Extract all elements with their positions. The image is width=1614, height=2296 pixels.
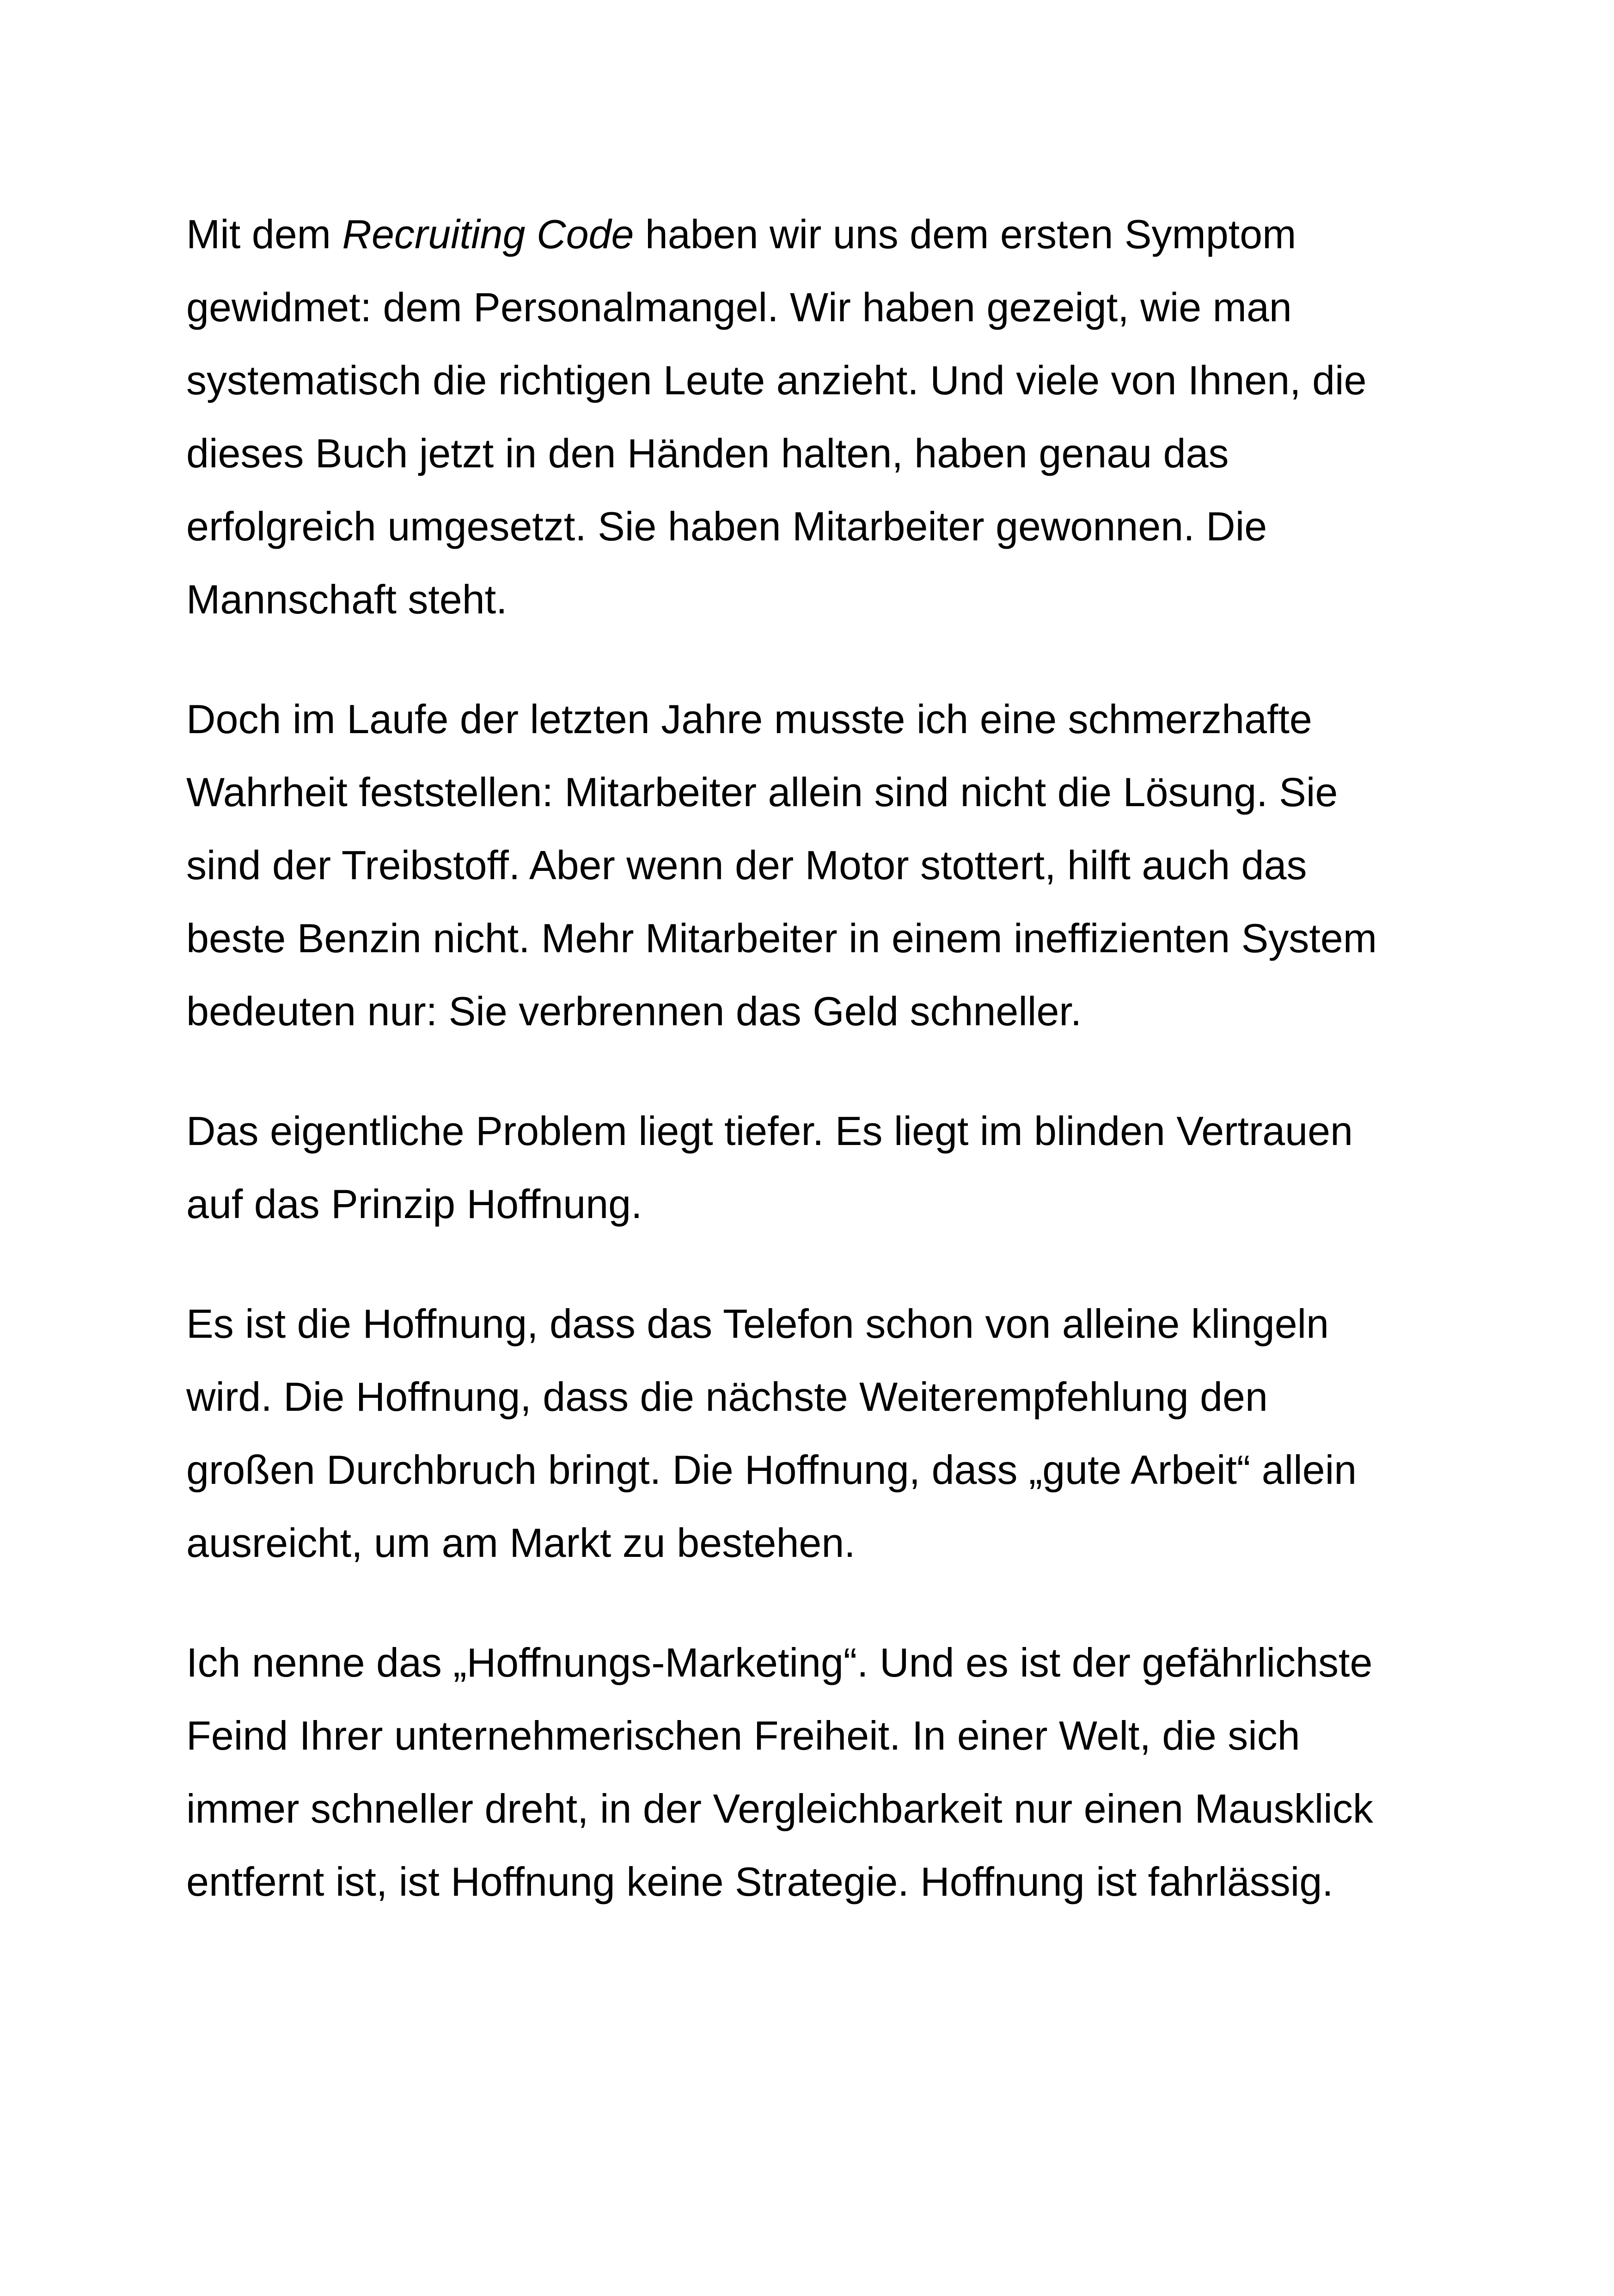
text-line: großen Durchbruch bringt. Die Hoffnung, dass „gute Arbeit“ allein [186,1447,1357,1493]
text-line: beste Benzin nicht. Mehr Mitarbeiter in einem ineffizienten System [186,915,1377,961]
text-line: auf das Prinzip Hoffnung. [186,1181,642,1227]
text-line: erfolgreich umgesetzt. Sie haben Mitarbeiter gewonnen. Die [186,503,1267,549]
text-line [186,198,1471,271]
paragraph-1 [186,198,1471,636]
text-line: Es ist die Hoffnung, dass das Telefon schon von alleine klingeln [186,1301,1329,1347]
text-line: Ich nenne das „Hoffnungs-Marketing“. Und es ist der gefährlichste [186,1640,1373,1685]
text-line: Doch im Laufe der letzten Jahre musste ich eine schmerzhafte [186,696,1312,742]
text-segment: Mit dem [186,211,342,257]
book-title-recruiting-code: Recruiting Code [342,211,634,257]
text-line: Wahrheit feststellen: Mitarbeiter allein sind nicht die Lösung. Sie [186,769,1338,815]
paragraph-5 [186,1626,1471,1918]
text-line: sind der Treibstoff. Aber wenn der Motor stottert, hilft auch das [186,842,1307,888]
text-line: gewidmet: dem Personalmangel. Wir haben gezeigt, wie man [186,284,1292,330]
text-line: Feind Ihrer unternehmerischen Freiheit. In einer Welt, die sich [186,1713,1300,1758]
text-line: wird. Die Hoffnung, dass die nächste Weiterempfehlung den [186,1374,1268,1420]
paragraph-4 [186,1287,1471,1580]
paragraph-2 [186,683,1471,1048]
paragraph-3 [186,1095,1471,1241]
text-line: immer schneller dreht, in der Vergleichbarkeit nur einen Mausklick [186,1786,1373,1831]
text-line: Das eigentliche Problem liegt tiefer. Es liegt im blinden Vertrauen [186,1108,1353,1154]
text-line: systematisch die richtigen Leute anzieht. Und viele von Ihnen, die [186,357,1367,403]
text-line: dieses Buch jetzt in den Händen halten, haben genau das [186,430,1229,476]
text-line: entfernt ist, ist Hoffnung keine Strategie. Hoffnung ist fahrlässig. [186,1859,1333,1904]
text-line: Mannschaft steht. [186,576,507,622]
text-line: bedeuten nur: Sie verbrennen das Geld schneller. [186,988,1082,1034]
text-segment: haben wir uns dem ersten Symptom [634,211,1296,257]
text-line: ausreicht, um am Markt zu bestehen. [186,1520,856,1566]
body-text [186,198,1471,1965]
